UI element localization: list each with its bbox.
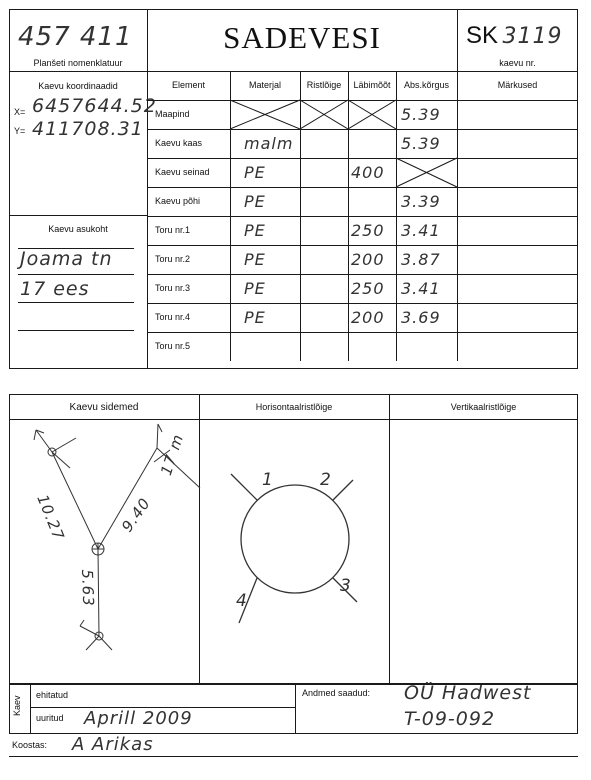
author-label: Koostas: bbox=[12, 740, 48, 750]
built-label: ehitatud bbox=[36, 690, 69, 700]
table-row-elevation: 3.69 bbox=[401, 308, 441, 327]
table-row-element: Toru nr.4 bbox=[155, 312, 191, 322]
well-number-label: kaevu nr. bbox=[499, 58, 536, 68]
table-row-elevation: 5.39 bbox=[401, 134, 441, 153]
footer-divider bbox=[30, 684, 31, 734]
table-row-material: PE bbox=[244, 250, 266, 269]
location-line1: Joama tn bbox=[20, 248, 113, 270]
table-row-element: Maapind bbox=[155, 109, 190, 119]
column-header-material: Materjal bbox=[248, 80, 281, 90]
location-label: Kaevu asukoht bbox=[48, 224, 108, 234]
table-row-material: PE bbox=[244, 221, 266, 240]
data-source-company: OÜ Hadwest bbox=[404, 682, 532, 704]
table-row-elevation: 3.41 bbox=[401, 279, 441, 298]
column-header-cross-section: Ristlõige bbox=[306, 80, 342, 90]
well-cross-section bbox=[241, 485, 349, 593]
pipe-number-1: 1 bbox=[262, 470, 274, 490]
author-value: A Arikas bbox=[72, 734, 154, 755]
well-prefix: SK bbox=[466, 22, 499, 49]
table-row-element: Toru nr.5 bbox=[155, 341, 191, 351]
x-coordinate: 6457644.52 bbox=[32, 95, 157, 117]
table-row-elevation: 5.39 bbox=[401, 105, 441, 124]
table-row-elevation: 3.87 bbox=[401, 250, 441, 269]
pipe-number-3: 3 bbox=[340, 576, 352, 596]
data-source-reference: T-09-092 bbox=[404, 708, 496, 730]
table-row-element: Kaevu kaas bbox=[155, 138, 203, 148]
table-row-material: PE bbox=[244, 308, 266, 327]
column-header-diameter: Läbimõõt bbox=[353, 80, 391, 90]
author-line bbox=[9, 756, 578, 757]
column-header-element: Element bbox=[171, 80, 206, 90]
y-prefix: Y= bbox=[14, 126, 26, 136]
table-row-elevation: 3.41 bbox=[401, 221, 441, 240]
distance-label-1: 10.27 bbox=[33, 492, 68, 544]
table-row-material: PE bbox=[244, 163, 266, 182]
surveyed-value: Aprill 2009 bbox=[84, 708, 193, 729]
pipe-number-4: 4 bbox=[236, 591, 248, 611]
table-row-diameter: 250 bbox=[351, 279, 385, 298]
table-row-diameter: 400 bbox=[351, 163, 385, 182]
pipe-line-3 bbox=[98, 549, 99, 636]
table-row-element: Toru nr.1 bbox=[155, 225, 191, 235]
table-row-material: PE bbox=[244, 192, 266, 211]
table-row-element: Toru nr.2 bbox=[155, 254, 191, 264]
table-row-element: Toru nr.3 bbox=[155, 283, 191, 293]
table-row-material: PE bbox=[244, 279, 266, 298]
distance-label-3: 5.63 bbox=[78, 569, 98, 608]
table-row-element: Kaevu põhi bbox=[155, 196, 201, 206]
table-row-diameter: 200 bbox=[351, 250, 385, 269]
well-side-label: Kaev bbox=[12, 695, 22, 716]
pipe-line-2 bbox=[98, 448, 157, 549]
footer-divider bbox=[295, 684, 296, 734]
location-line2: 17 ees bbox=[20, 278, 90, 300]
x-prefix: X= bbox=[14, 107, 26, 117]
document-title: SADEVESI bbox=[223, 20, 381, 55]
nomenclature-label: Planšeti nomenklatuur bbox=[33, 58, 123, 68]
coordinates-label: Kaevu koordinaadid bbox=[38, 81, 118, 91]
connections-heading: Kaevu sidemed bbox=[69, 402, 139, 413]
well-value: 3119 bbox=[502, 24, 563, 49]
distance-label-2: 9.40 bbox=[118, 494, 155, 536]
vertical-section-heading: Vertikaalristlõige bbox=[450, 402, 517, 412]
pipe-number-2: 2 bbox=[320, 470, 332, 490]
table-row-elevation: 3.39 bbox=[401, 192, 441, 211]
horizontal-section-sketch bbox=[231, 474, 357, 623]
column-header-notes: Märkused bbox=[497, 80, 538, 90]
column-header-elevation: Abs.kõrgus bbox=[403, 80, 450, 90]
table-row-diameter: 250 bbox=[351, 221, 385, 240]
table-row-material: malm bbox=[244, 134, 294, 153]
y-coordinate: 411708.31 bbox=[32, 118, 144, 140]
surveyed-label: uuritud bbox=[36, 713, 64, 723]
table-row-element: Kaevu seinad bbox=[155, 167, 210, 177]
horizontal-section-heading: Horisontaalristlõige bbox=[255, 402, 333, 412]
table-row-diameter: 200 bbox=[351, 308, 385, 327]
data-source-label: Andmed saadud: bbox=[302, 688, 371, 698]
distance-label-4: 17 m bbox=[157, 431, 188, 478]
nomenclature-value: 457 411 bbox=[18, 22, 133, 52]
